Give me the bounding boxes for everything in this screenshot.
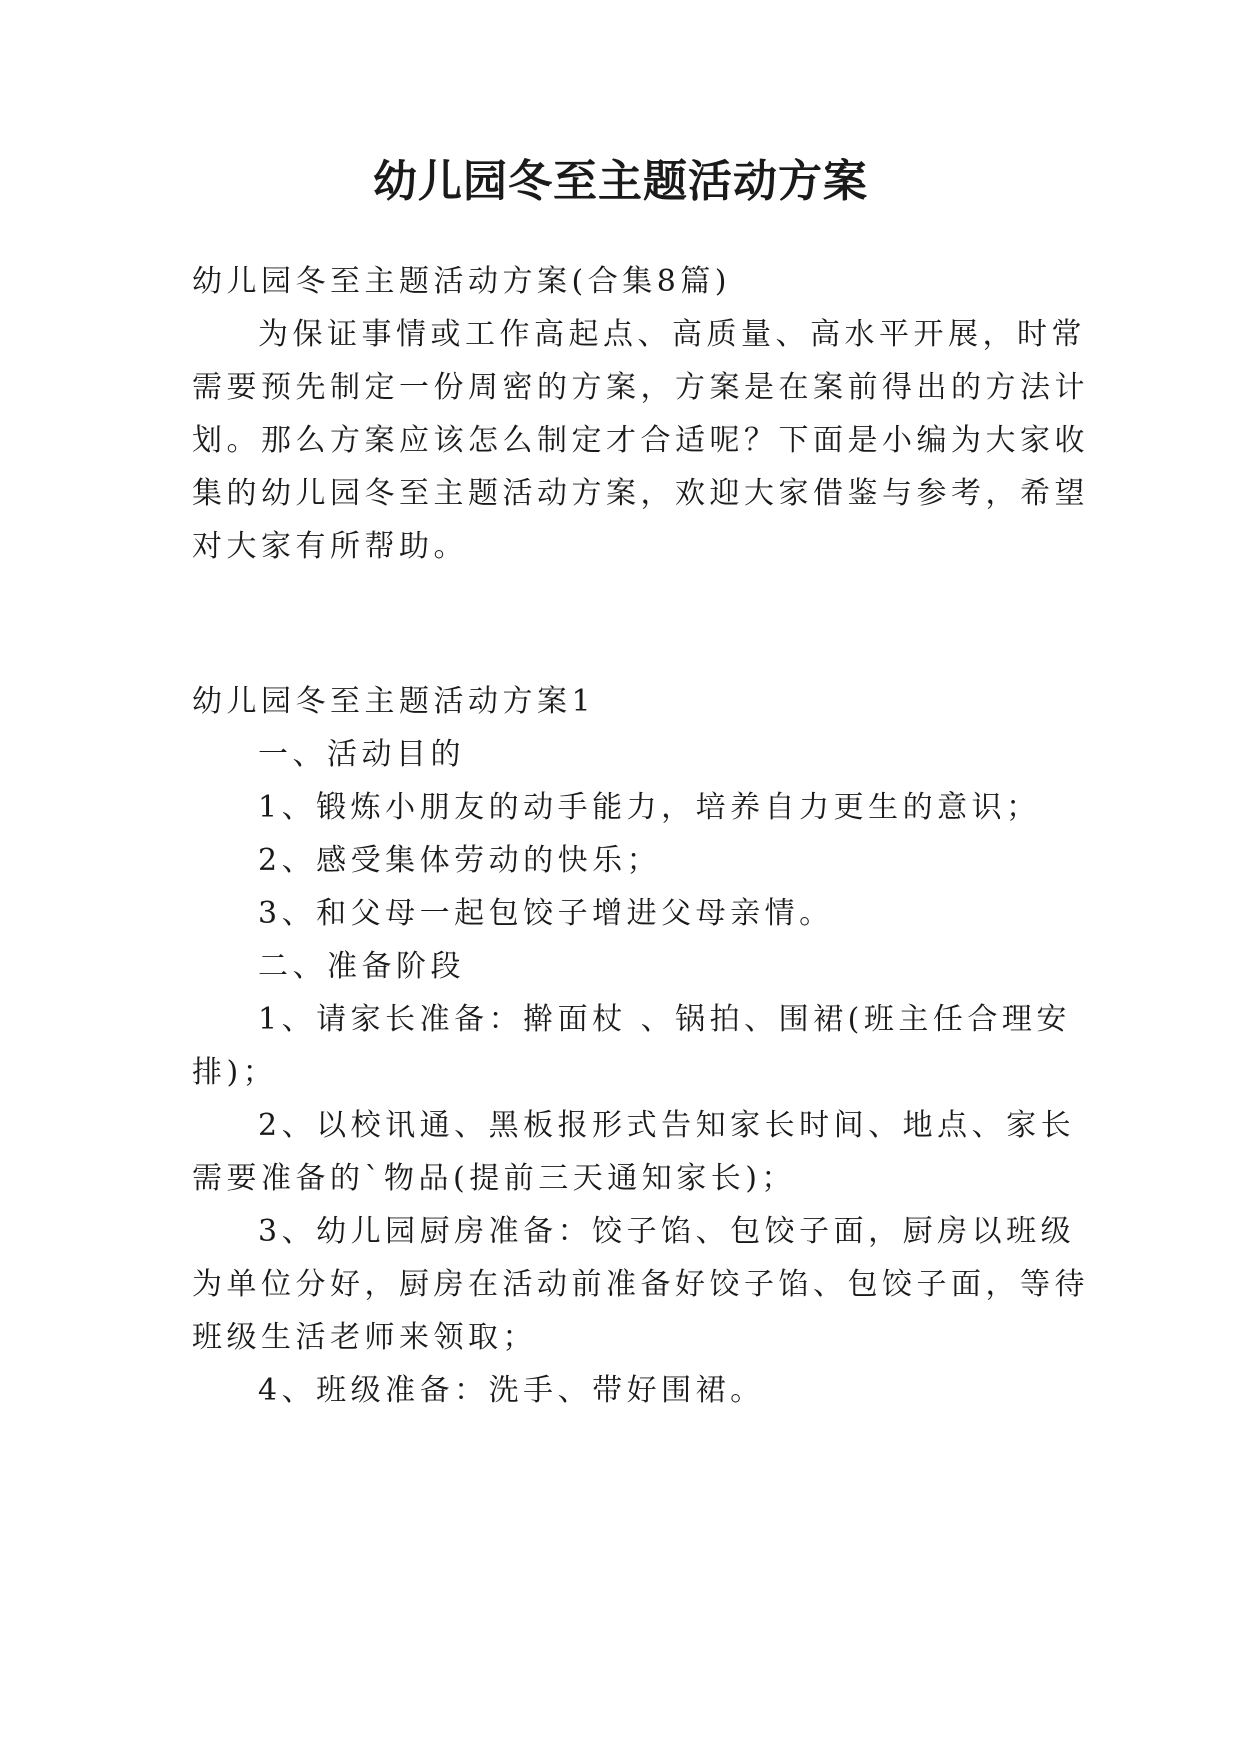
body-line: 1、请家长准备：擀面杖 、锅拍、围裙(班主任合理安 [258, 1002, 1071, 1037]
body-line: 3、和父母一起包饺子增进父母亲情。 [258, 896, 834, 931]
body-line: 班级生活老师来领取； [192, 1320, 537, 1355]
section-heading: 幼儿园冬至主题活动方案1 [192, 684, 596, 719]
intro-line: 需要预先制定一份周密的方案，方案是在案前得出的方法计 [192, 370, 1089, 405]
intro-line: 划。那么方案应该怎么制定才合适呢？下面是小编为大家收 [192, 423, 1089, 458]
document-title: 幼儿园冬至主题活动方案 [373, 156, 868, 207]
body-line: 一、活动目的 [258, 737, 465, 772]
body-line: 二、准备阶段 [258, 949, 465, 984]
intro-line: 为保证事情或工作高起点、高质量、高水平开展，时常 [258, 317, 1086, 352]
body-line: 2、感受集体劳动的快乐； [258, 843, 662, 878]
collection-heading: 幼儿园冬至主题活动方案(合集8篇) [192, 264, 731, 299]
body-line: 需要准备的`物品(提前三天通知家长)； [192, 1161, 796, 1196]
body-line: 2、以校讯通、黑板报形式告知家长时间、地点、家长 [258, 1108, 1076, 1143]
intro-line: 对大家有所帮助。 [192, 529, 468, 564]
body-line: 3、幼儿园厨房准备：饺子馅、包饺子面，厨房以班级 [258, 1214, 1076, 1249]
intro-line: 集的幼儿园冬至主题活动方案，欢迎大家借鉴与参考，希望 [192, 476, 1089, 511]
body-line: 排)； [192, 1055, 278, 1090]
body-line: 为单位分好，厨房在活动前准备好饺子馅、包饺子面，等待 [192, 1267, 1089, 1302]
body-line: 1、锻炼小朋友的动手能力，培养自力更生的意识； [258, 790, 1041, 825]
body-line: 4、班级准备：洗手、带好围裙。 [258, 1373, 765, 1408]
